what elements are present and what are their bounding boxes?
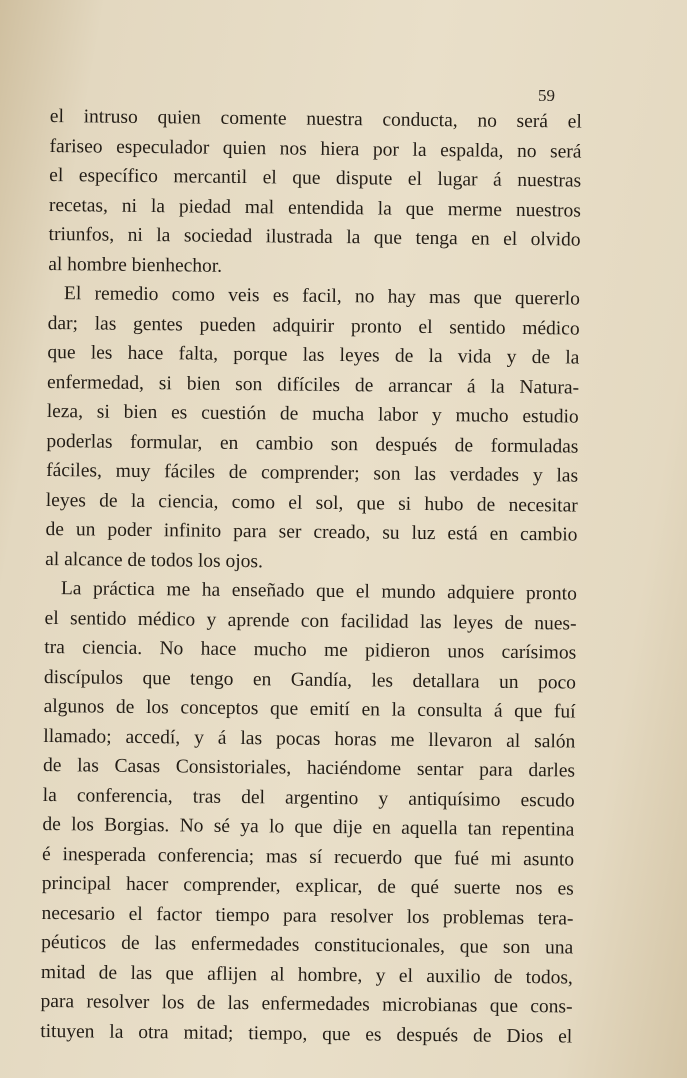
text-line: el intruso quien comente nuestra conducta, no será el — [49, 105, 582, 133]
text-line: el específico mercantil el que dispute el lugar á nuestras — [49, 164, 582, 192]
text-line: mitad de las que aflijen al hombre, y el auxilio de todos, — [40, 961, 573, 989]
text-line: necesario el factor tiempo para resolver los problemas tera- — [41, 902, 574, 930]
text-line: fáciles, muy fáciles de comprender; son las verdades y las — [46, 459, 579, 487]
text-line: de las Casas Consistoriales, haciéndome sentar para darles — [42, 754, 576, 782]
text-line: enfermedad, si bien son difíciles de arrancar á la Natura- — [46, 371, 580, 399]
page-number: 59 — [538, 86, 555, 105]
text-line: para resolver los de las enfermedades microbianas que cons- — [40, 990, 573, 1018]
text-line: El remedio como veis es facil, no hay mas que quererlo — [63, 283, 581, 310]
text-line: fariseo especulador quien nos hiera por la espalda, no será — [49, 135, 582, 163]
text-line: tituyen la otra mitad; tiempo, que es después de Dios el — [40, 1020, 573, 1048]
text-line: tra ciencia. No hace mucho me pidieron unos carísimos — [44, 636, 577, 664]
text-line: poderlas formular, en cambio son después de formuladas — [46, 430, 579, 458]
text-line: La práctica me ha enseñado que el mundo adquiere pronto — [60, 578, 577, 605]
text-line: é inesperada conferencia; mas sí recuerdo que fué mi asunto — [42, 843, 575, 871]
body-text — [40, 102, 582, 1052]
text-line: triunfos, ni la sociedad ilustrada la que tenga en el olvido — [48, 223, 581, 251]
text-line: llamado; accedí, y á las pocas horas me llevaron al salón — [43, 725, 576, 753]
paragraph-2 — [45, 279, 580, 580]
text-line: el sentido médico y aprende con facilidad las leyes de nues- — [44, 607, 577, 635]
text-line: al alcance de todos los ojos. — [45, 548, 264, 572]
text-line: de un poder infinito para ser creado, su luz está en cambio — [45, 518, 578, 546]
text-line: recetas, ni la piedad mal entendida la que merme nuestros — [48, 194, 582, 222]
text-line: al hombre bienhechor. — [48, 253, 223, 277]
text-line: dar; las gentes pueden adquirir pronto el sentido médico — [47, 312, 580, 340]
text-line: algunos de los conceptos que emití en la consulta á que fuí — [43, 695, 576, 723]
paragraph-1 — [48, 102, 582, 285]
text-line: discípulos que tengo en Gandía, les detallara un poco — [43, 666, 577, 694]
text-line: que les hace falta, porque las leyes de la vida y de la — [47, 341, 580, 369]
paragraph-3 — [40, 574, 577, 1052]
text-line: leyes de la ciencia, como el sol, que si hubo de necesitar — [45, 489, 578, 517]
text-line: principal hacer comprender, explicar, de qué suerte nos es — [41, 872, 574, 900]
text-line: la conferencia, tras del argentino y antiquísimo escudo — [42, 784, 575, 812]
text-line: leza, si bien es cuestión de mucha labor y mucho estudio — [46, 400, 579, 428]
text-line: péuticos de las enfermedades constitucionales, que son una — [41, 931, 574, 959]
text-line: de los Borgias. No sé ya lo que dije en aquella tan repentina — [42, 813, 575, 841]
